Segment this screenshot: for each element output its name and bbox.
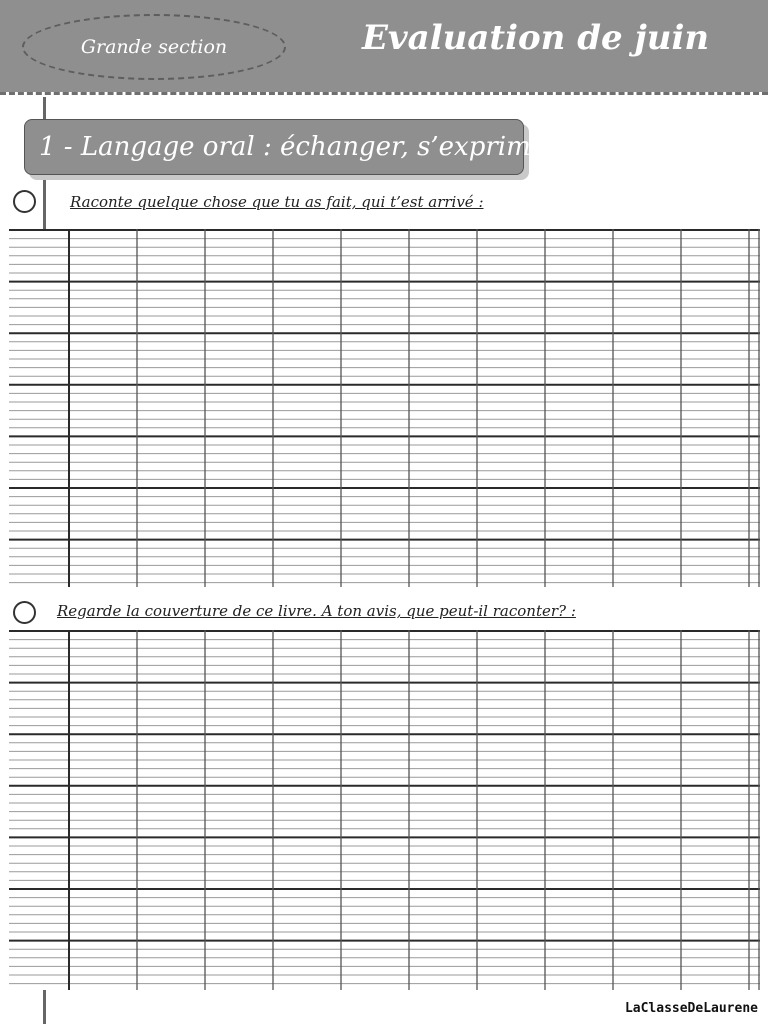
section-title: 1 - Langage oral : échanger, s’exprimer (39, 132, 559, 162)
margin-rule-bottom (43, 990, 46, 1024)
header-banner (0, 0, 768, 92)
checkbox-circle-1[interactable] (13, 190, 36, 213)
page-title: Evaluation de juin (362, 18, 710, 58)
question-prompt-1: Raconte quelque chose que tu as fait, qui t’est arrivé : (70, 193, 484, 211)
writing-lines-2[interactable] (9, 630, 760, 990)
level-label: Grande section (22, 14, 286, 80)
writing-lines-1[interactable] (9, 229, 760, 587)
question-prompt-2: Regarde la couverture de ce livre. A ton avis, que peut-il raconter? : (57, 602, 576, 620)
header-dashed-border (0, 92, 768, 95)
footer-credit: LaClasseDeLaurene (624, 1001, 758, 1016)
checkbox-circle-2[interactable] (13, 601, 36, 624)
section-title-box (24, 119, 559, 175)
